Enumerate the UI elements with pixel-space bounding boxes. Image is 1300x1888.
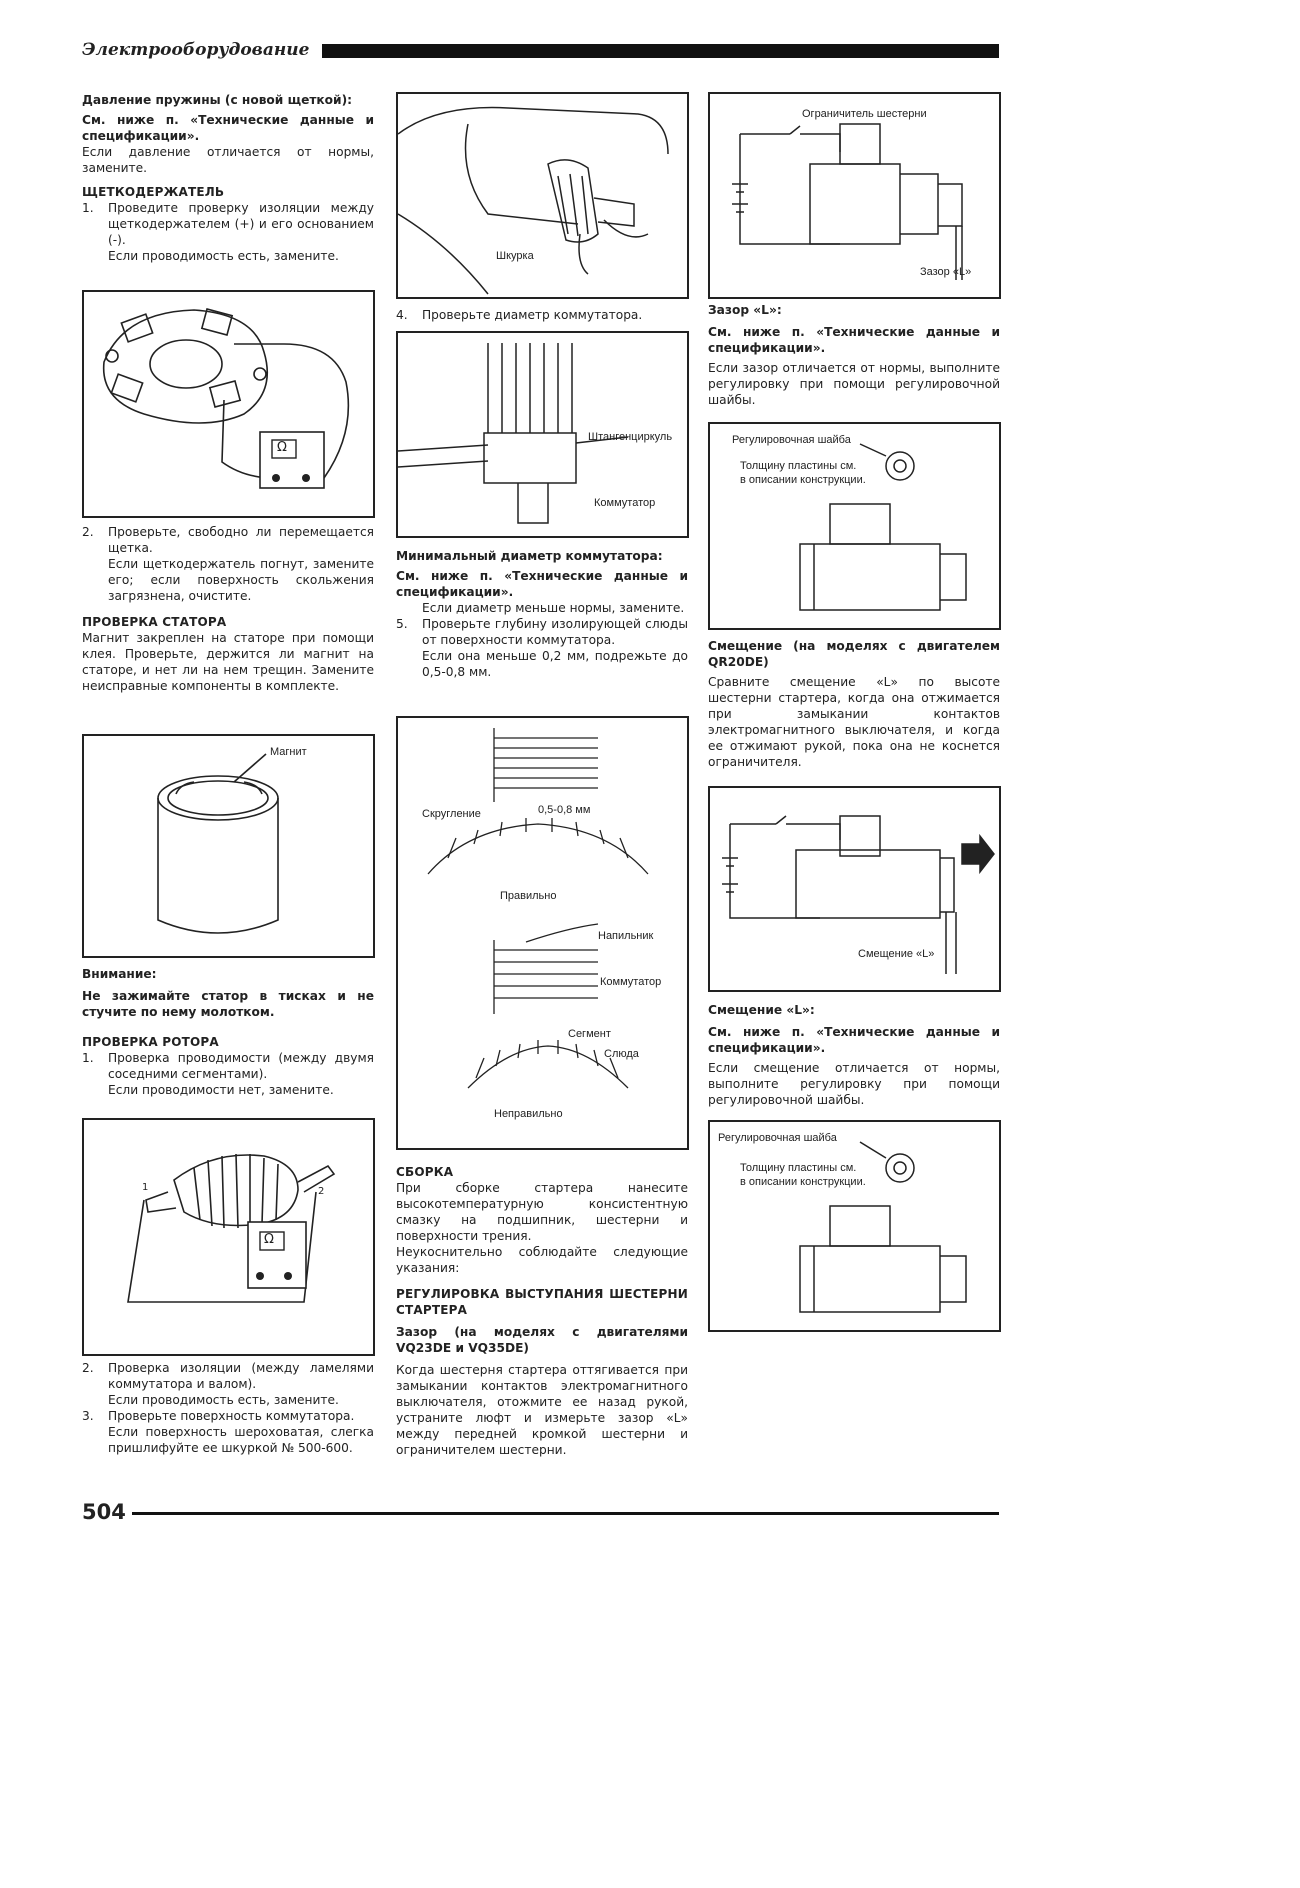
column-1-mid [82,524,374,694]
list-item [82,200,374,264]
column-3-mid [708,638,1000,770]
column-1-bottom [82,966,374,1098]
list-text: Проверка проводимости (между двумя соседними сегментами). Если проводимости нет, замените. [108,1051,374,1097]
rotor-drawing [84,1120,373,1354]
commutator-label-2: Коммутатор [600,976,662,988]
offset-l-label: Смещение «L» [858,948,935,960]
header-rule [322,44,999,58]
list-item [82,1050,374,1098]
stator-heading: ПРОВЕРКА СТАТОРА [82,615,227,629]
washer-1-drawing [710,424,999,628]
washer-note-1: Толщину пластины см. [740,460,857,472]
min-diameter-ref: См. ниже п. «Технические данные и спецификации». [396,569,688,599]
list-number: 1. [82,1051,94,1065]
brush-holder-heading: ЩЕТКОДЕРЖАТЕЛЬ [82,185,225,199]
offset-l-text: Если смещение отличается от нормы, выполните регулировку при помощи регулировочной шайбы. [708,1061,1000,1107]
min-diameter-text: Если диаметр меньше нормы, замените. [422,601,685,615]
figure-washer-1 [708,422,1001,630]
list-item [82,1360,374,1408]
list-text: Проверьте, свободно ли перемещается щетка. Если щеткодержатель погнут, замените его; если поверхность скольжения загрязнена, очистите. [108,525,374,603]
assembly-text: При сборке стартера нанесите высокотемпературную консистентную смазку на подшипник, шестерни и поверхности трения. [396,1181,688,1243]
offset-drawing [710,788,999,990]
footer-rule [132,1512,999,1515]
gap-l-label: Зазор «L» [920,266,972,278]
washer-label-2: Регулировочная шайба [718,1132,837,1144]
list-item [82,1408,374,1456]
list-number: 2. [82,1361,94,1375]
spring-ref: См. ниже п. «Технические данные и спецификации». [82,113,374,143]
gap-heading: Зазор (на моделях с двигателями VQ23DE и VQ35DE) [396,1325,688,1355]
column-3-top [708,302,1000,408]
figure-stator [82,734,375,958]
ohm-symbol: Ω [277,440,287,455]
figure-caliper [396,331,689,538]
washer-note-3: Толщину пластины см. [740,1162,857,1174]
probe-2-label: 2 [318,1186,325,1197]
spring-heading: Давление пружины (с новой щеткой): [82,93,353,107]
list-item [396,307,688,323]
list-number: 3. [82,1409,94,1423]
rotor-heading: ПРОВЕРКА РОТОРА [82,1035,219,1049]
offset-l-heading: Смещение «L»: [708,1003,815,1017]
correct-label: Правильно [500,890,557,902]
list-number: 5. [396,617,408,631]
list-number: 1. [82,201,94,215]
washer-label: Регулировочная шайба [732,434,851,446]
ohm-symbol: Ω [264,1232,274,1247]
assembly-text-2: Неукоснительно соблюдайте следующие указания: [396,1245,688,1275]
caution-heading: Внимание: [82,967,157,981]
list-number: 2. [82,525,94,539]
brush-holder-drawing [84,292,373,516]
adjust-heading: РЕГУЛИРОВКА ВЫСТУПАНИЯ ШЕСТЕРНИ СТАРТЕРА [396,1287,688,1317]
pinion-stop-label: Ограничитель шестерни [802,108,927,120]
rounding-label: Скругление [422,808,481,820]
caution-text: Не зажимайте статор в тисках и не стучите по нему молотком. [82,989,374,1019]
min-diameter-heading: Минимальный диаметр коммутатора: [396,549,663,563]
column-1-top [82,92,374,264]
washer-note-4: в описании конструкции. [740,1176,866,1188]
segment-label: Сегмент [568,1028,611,1040]
sandpaper-label: Шкурка [496,250,534,262]
probe-1-label: 1 [142,1182,149,1193]
figure-mica-depth [396,716,689,1150]
figure-pinion-stop [708,92,1001,299]
spring-text: Если давление отличается от нормы, замените. [82,145,374,175]
list-text: Проверьте глубину изолирующей слюды от поверхности коммутатора. Если она меньше 0,2 мм, подрежьте до 0,5-0,8 мм. [422,617,688,679]
list-number: 4. [396,308,408,322]
figure-brush-holder [82,290,375,518]
sandpaper-drawing [398,94,687,297]
column-2-mid [396,548,688,680]
gap-l-text: Если зазор отличается от нормы, выполните регулировку при помощи регулировочной шайбы. [708,361,1000,407]
list-text: Проведите проверку изоляции между щеткодержателем (+) и его основанием (-). Если проводимость есть, замените. [108,201,374,263]
list-text: Проверьте диаметр коммутатора. [422,308,643,322]
assembly-heading: СБОРКА [396,1165,454,1179]
washer-2-drawing [710,1122,999,1330]
commutator-label: Коммутатор [594,497,656,509]
section-title: Электрооборудование [82,40,310,60]
column-2-bottom [396,1164,688,1458]
stator-drawing [84,736,373,956]
figure-sandpaper [396,92,689,299]
offset-l-ref: См. ниже п. «Технические данные и спецификации». [708,1025,1000,1055]
magnet-label: Магнит [270,746,307,758]
figure-offset [708,786,1001,992]
offset-text: Сравните смещение «L» по высоте шестерни стартера, когда она отжимается при замыкании контактов электромагнитного выключателя, и когда ее отжимают рукой, пока она не коснется ограничителя. [708,675,1000,769]
offset-heading: Смещение (на моделях с двигателем QR20DE) [708,639,1000,669]
list-text: Проверка изоляции (между ламелями коммутатора и валом). Если проводимость есть, замените. [108,1361,374,1407]
list-text: Проверьте поверхность коммутатора. Если поверхность шероховатая, слегка пришлифуйте ее шкуркой № 500-600. [108,1409,374,1455]
column-1-end [82,1360,374,1456]
list-item [396,616,688,680]
file-label: Напильник [598,930,654,942]
incorrect-label: Неправильно [494,1108,563,1120]
figure-rotor [82,1118,375,1356]
washer-note-2: в описании конструкции. [740,474,866,486]
stator-text: Магнит закреплен на статоре при помощи клея. Проверьте, держится ли магнит на статоре, и нет ли на нем трещин. Замените неисправные компоненты в комплекте. [82,631,374,693]
figure-washer-2 [708,1120,1001,1332]
column-3-bottom [708,1002,1000,1108]
caliper-label: Штангенциркуль [588,431,673,443]
list-item [82,524,374,604]
depth-label: 0,5-0,8 мм [538,804,591,816]
mica-label: Слюда [604,1048,639,1060]
gap-text: Когда шестерня стартера оттягивается при замыкании контактов электромагнитного выключателя, отожмите ее назад рукой, устраните люфт и измерьте зазор «L» между передней кромкой шестерни и ограничителем шестерни. [396,1363,688,1457]
gap-l-heading: Зазор «L»: [708,303,782,317]
item-4 [396,307,688,323]
page-number: 504 [82,1500,126,1524]
gap-l-ref: См. ниже п. «Технические данные и спецификации». [708,325,1000,355]
